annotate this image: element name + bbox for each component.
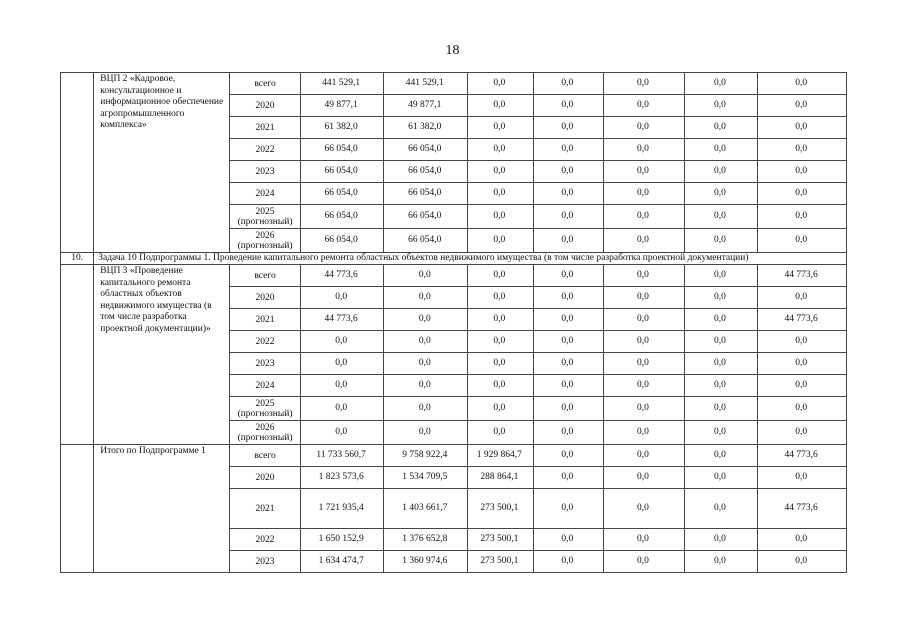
budget-table	[60, 72, 847, 573]
year-cell: 2021	[230, 309, 301, 331]
value-cell: 0,0	[604, 95, 685, 117]
year-cell: 2020	[230, 287, 301, 309]
value-cell: 0,0	[684, 445, 758, 467]
value-cell: 0,0	[604, 421, 685, 445]
year-cell: 2025 (прогнозный)	[230, 205, 301, 229]
value-cell: 44 773,6	[300, 309, 384, 331]
value-cell: 0,0	[684, 161, 758, 183]
value-cell: 0,0	[468, 229, 534, 253]
value-cell: 0,0	[533, 183, 604, 205]
year-cell: всего	[230, 73, 301, 95]
value-cell: 0,0	[384, 287, 468, 309]
row-number-cell	[61, 73, 94, 253]
value-cell: 0,0	[468, 375, 534, 397]
program-name: ВЦП 2 «Кадровое, консультационное и информационное обеспечение агропромышленного комплекса»	[94, 73, 230, 253]
value-cell: 0,0	[468, 95, 534, 117]
value-cell: 0,0	[468, 421, 534, 445]
value-cell: 0,0	[684, 265, 758, 287]
value-cell: 0,0	[604, 375, 685, 397]
value-cell: 44 773,6	[758, 445, 847, 467]
value-cell: 0,0	[684, 205, 758, 229]
year-cell: 2025 (прогнозный)	[230, 397, 301, 421]
value-cell: 0,0	[604, 467, 685, 489]
value-cell: 0,0	[758, 375, 847, 397]
year-cell: 2023	[230, 551, 301, 573]
value-cell: 0,0	[758, 421, 847, 445]
value-cell: 0,0	[684, 139, 758, 161]
value-cell: 0,0	[468, 161, 534, 183]
value-cell: 61 382,0	[384, 117, 468, 139]
value-cell: 0,0	[684, 551, 758, 573]
value-cell: 0,0	[533, 287, 604, 309]
value-cell: 0,0	[533, 161, 604, 183]
value-cell: 0,0	[684, 73, 758, 95]
value-cell: 0,0	[758, 229, 847, 253]
value-cell: 0,0	[468, 287, 534, 309]
value-cell: 0,0	[684, 95, 758, 117]
value-cell: 66 054,0	[300, 161, 384, 183]
value-cell: 66 054,0	[300, 229, 384, 253]
value-cell: 0,0	[468, 309, 534, 331]
value-cell: 66 054,0	[384, 205, 468, 229]
row-number-cell	[61, 265, 94, 445]
year-cell: всего	[230, 265, 301, 287]
year-cell: 2021	[230, 489, 301, 529]
value-cell: 273 500,1	[468, 551, 534, 573]
value-cell: 0,0	[384, 421, 468, 445]
value-cell: 49 877,1	[300, 95, 384, 117]
value-cell: 0,0	[533, 467, 604, 489]
value-cell: 0,0	[604, 139, 685, 161]
value-cell: 66 054,0	[300, 205, 384, 229]
value-cell: 66 054,0	[384, 229, 468, 253]
value-cell: 1 360 974,6	[384, 551, 468, 573]
value-cell: 0,0	[300, 375, 384, 397]
table-row	[61, 265, 847, 287]
value-cell: 44 773,6	[758, 265, 847, 287]
value-cell: 0,0	[684, 183, 758, 205]
value-cell: 0,0	[684, 489, 758, 529]
value-cell: 66 054,0	[384, 139, 468, 161]
value-cell: 0,0	[758, 331, 847, 353]
value-cell: 0,0	[604, 117, 685, 139]
value-cell: 0,0	[758, 139, 847, 161]
value-cell: 441 529,1	[300, 73, 384, 95]
value-cell: 0,0	[533, 117, 604, 139]
value-cell: 0,0	[468, 117, 534, 139]
value-cell: 0,0	[604, 331, 685, 353]
value-cell: 1 534 709,5	[384, 467, 468, 489]
value-cell: 0,0	[758, 397, 847, 421]
value-cell: 0,0	[604, 529, 685, 551]
value-cell: 0,0	[384, 353, 468, 375]
value-cell: 0,0	[533, 489, 604, 529]
year-cell: 2021	[230, 117, 301, 139]
value-cell: 66 054,0	[300, 139, 384, 161]
value-cell: 0,0	[758, 353, 847, 375]
value-cell: 0,0	[533, 95, 604, 117]
value-cell: 273 500,1	[468, 489, 534, 529]
value-cell: 0,0	[384, 309, 468, 331]
program-name: ВЦП 3 «Проведение капитального ремонта областных объектов недвижимого имущества (в том числе разработка проектной документации)»	[94, 265, 230, 445]
value-cell: 0,0	[758, 205, 847, 229]
value-cell: 0,0	[533, 205, 604, 229]
value-cell: 0,0	[533, 229, 604, 253]
value-cell: 0,0	[684, 229, 758, 253]
value-cell: 0,0	[604, 73, 685, 95]
value-cell: 0,0	[684, 421, 758, 445]
value-cell: 0,0	[533, 445, 604, 467]
value-cell: 1 823 573,6	[300, 467, 384, 489]
value-cell: 0,0	[604, 397, 685, 421]
value-cell: 0,0	[533, 139, 604, 161]
value-cell: 0,0	[468, 205, 534, 229]
value-cell: 0,0	[604, 205, 685, 229]
value-cell: 0,0	[604, 161, 685, 183]
value-cell: 288 864,1	[468, 467, 534, 489]
year-cell: 2023	[230, 353, 301, 375]
value-cell: 61 382,0	[300, 117, 384, 139]
task-number: 10.	[61, 253, 94, 265]
value-cell: 0,0	[684, 331, 758, 353]
value-cell: 0,0	[684, 467, 758, 489]
value-cell: 0,0	[533, 529, 604, 551]
row-number-cell	[61, 445, 94, 573]
value-cell: 1 376 652,8	[384, 529, 468, 551]
value-cell: 0,0	[384, 375, 468, 397]
value-cell: 0,0	[300, 353, 384, 375]
value-cell: 0,0	[758, 117, 847, 139]
value-cell: 0,0	[758, 551, 847, 573]
value-cell: 0,0	[758, 529, 847, 551]
year-cell: 2020	[230, 467, 301, 489]
value-cell: 44 773,6	[758, 309, 847, 331]
value-cell: 0,0	[758, 183, 847, 205]
table-row	[61, 73, 847, 95]
value-cell: 0,0	[684, 353, 758, 375]
value-cell: 0,0	[533, 309, 604, 331]
value-cell: 1 929 864,7	[468, 445, 534, 467]
value-cell: 0,0	[468, 265, 534, 287]
year-cell: 2024	[230, 375, 301, 397]
value-cell: 66 054,0	[300, 183, 384, 205]
value-cell: 0,0	[468, 139, 534, 161]
value-cell: 0,0	[533, 397, 604, 421]
year-cell: 2020	[230, 95, 301, 117]
value-cell: 0,0	[384, 265, 468, 287]
value-cell: 0,0	[468, 183, 534, 205]
value-cell: 1 721 935,4	[300, 489, 384, 529]
value-cell: 0,0	[533, 73, 604, 95]
value-cell: 1 403 661,7	[384, 489, 468, 529]
value-cell: 0,0	[468, 331, 534, 353]
value-cell: 441 529,1	[384, 73, 468, 95]
value-cell: 0,0	[604, 551, 685, 573]
year-cell: 2022	[230, 529, 301, 551]
value-cell: 49 877,1	[384, 95, 468, 117]
value-cell: 9 758 922,4	[384, 445, 468, 467]
value-cell: 0,0	[384, 397, 468, 421]
value-cell: 0,0	[684, 117, 758, 139]
value-cell: 0,0	[533, 353, 604, 375]
value-cell: 44 773,6	[758, 489, 847, 529]
value-cell: 0,0	[604, 445, 685, 467]
value-cell: 0,0	[300, 397, 384, 421]
value-cell: 0,0	[758, 287, 847, 309]
value-cell: 11 733 560,7	[300, 445, 384, 467]
year-cell: 2026 (прогнозный)	[230, 421, 301, 445]
year-cell: 2023	[230, 161, 301, 183]
value-cell: 0,0	[300, 421, 384, 445]
value-cell: 0,0	[684, 529, 758, 551]
task-row	[61, 253, 847, 265]
value-cell: 0,0	[300, 331, 384, 353]
value-cell: 0,0	[468, 397, 534, 421]
value-cell: 0,0	[533, 421, 604, 445]
value-cell: 0,0	[758, 467, 847, 489]
program-name: Итого по Подпрограмме 1	[94, 445, 230, 573]
value-cell: 0,0	[604, 353, 685, 375]
value-cell: 1 650 152,9	[300, 529, 384, 551]
value-cell: 273 500,1	[468, 529, 534, 551]
year-cell: всего	[230, 445, 301, 467]
value-cell: 0,0	[533, 551, 604, 573]
value-cell: 0,0	[468, 73, 534, 95]
value-cell: 0,0	[684, 287, 758, 309]
value-cell: 66 054,0	[384, 161, 468, 183]
value-cell: 0,0	[300, 287, 384, 309]
year-cell: 2022	[230, 139, 301, 161]
value-cell: 0,0	[758, 161, 847, 183]
value-cell: 0,0	[758, 95, 847, 117]
value-cell: 0,0	[758, 73, 847, 95]
value-cell: 66 054,0	[384, 183, 468, 205]
task-title: Задача 10 Подпрограммы 1. Проведение капитального ремонта областных объектов недвижимого имущества (в том числе разработка проектной документации)	[94, 253, 847, 265]
value-cell: 0,0	[533, 375, 604, 397]
value-cell: 0,0	[604, 265, 685, 287]
value-cell: 0,0	[604, 183, 685, 205]
value-cell: 44 773,6	[300, 265, 384, 287]
value-cell: 0,0	[468, 353, 534, 375]
page-number: 18	[445, 43, 460, 58]
year-cell: 2026 (прогнозный)	[230, 229, 301, 253]
value-cell: 0,0	[684, 397, 758, 421]
value-cell: 0,0	[604, 309, 685, 331]
table-row	[61, 445, 847, 467]
value-cell: 0,0	[604, 287, 685, 309]
value-cell: 0,0	[533, 331, 604, 353]
year-cell: 2022	[230, 331, 301, 353]
value-cell: 0,0	[384, 331, 468, 353]
value-cell: 0,0	[604, 229, 685, 253]
value-cell: 0,0	[604, 489, 685, 529]
value-cell: 0,0	[533, 265, 604, 287]
year-cell: 2024	[230, 183, 301, 205]
value-cell: 0,0	[684, 309, 758, 331]
value-cell: 0,0	[684, 375, 758, 397]
value-cell: 1 634 474,7	[300, 551, 384, 573]
